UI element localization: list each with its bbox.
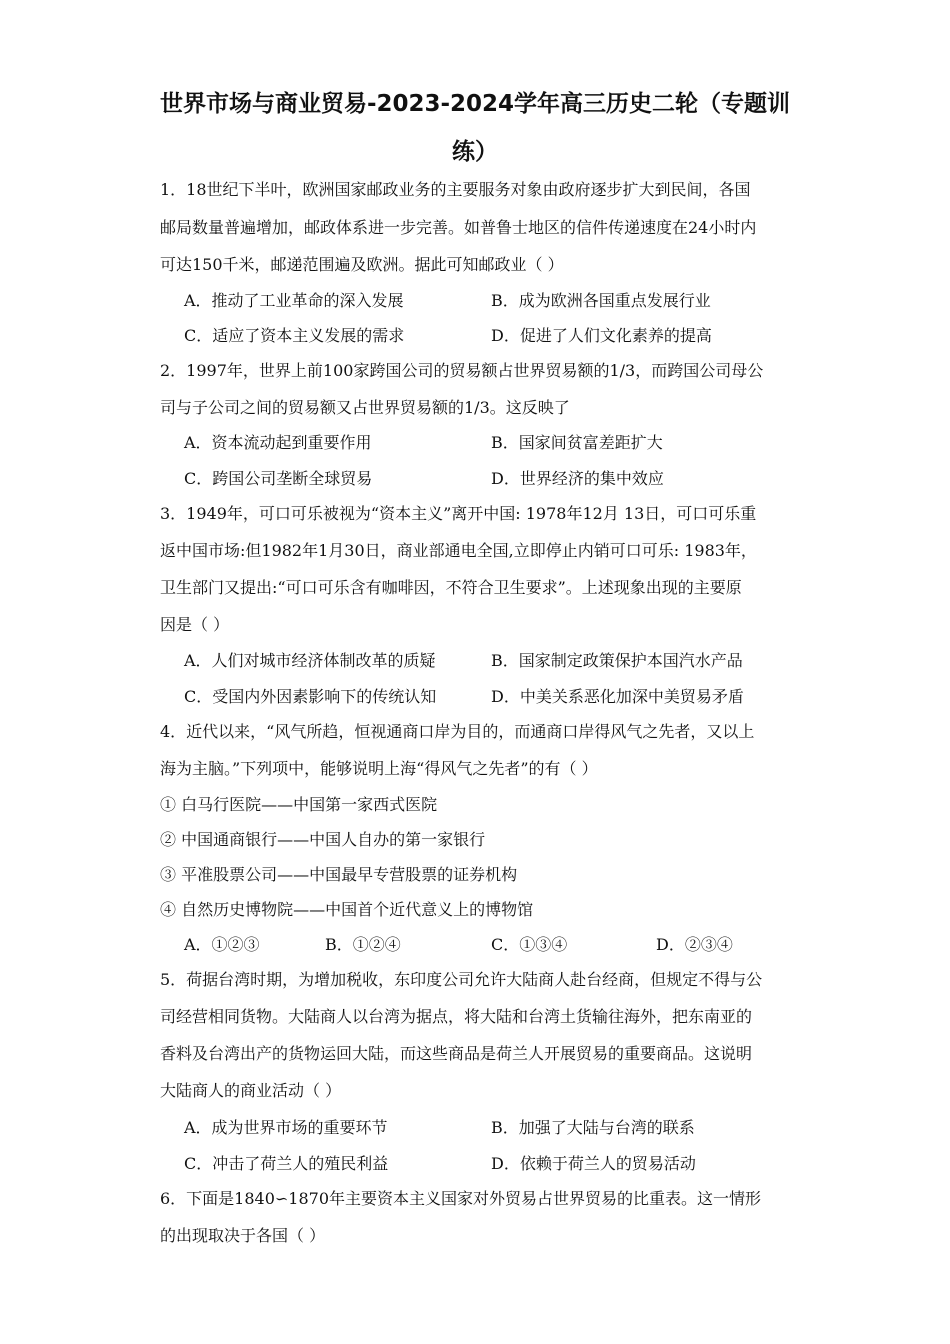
question-2-option-d: D．世界经济的集中效应 bbox=[491, 469, 664, 488]
question-4-option-d: D．②③④ bbox=[656, 935, 733, 954]
question-2-line-1: 2．1997年，世界上前100家跨国公司的贸易额占世界贸易额的1/3，而跨国公司母公 bbox=[160, 361, 764, 380]
question-2-line-2: 司与子公司之间的贸易额又占世界贸易额的1/3。这反映了 bbox=[160, 398, 570, 417]
question-3-option-b: B．国家制定政策保护本国汽水产品 bbox=[491, 651, 743, 670]
question-2-option-c: C．跨国公司垄断全球贸易 bbox=[184, 469, 373, 488]
page-title bbox=[150, 80, 800, 176]
question-5-line-1: 5．荷据台湾时期，为增加税收，东印度公司允许大陆商人赴台经商，但规定不得与公 bbox=[160, 970, 763, 989]
question-5-option-c: C．冲击了荷兰人的殖民利益 bbox=[184, 1154, 389, 1173]
question-3-line-3: 卫生部门又提出:“可口可乐含有咖啡因，不符合卫生要求”。上述现象出现的主要原 bbox=[160, 578, 742, 597]
question-5-option-d: D．依赖于荷兰人的贸易活动 bbox=[491, 1154, 696, 1173]
question-2-option-b: B．国家间贫富差距扩大 bbox=[491, 433, 663, 452]
question-3-option-a: A．人们对城市经济体制改革的质疑 bbox=[184, 651, 436, 670]
question-4-item-4: ④ 自然历史博物院——中国首个近代意义上的博物馆 bbox=[160, 900, 534, 919]
question-4-line-1: 4．近代以来，“风气所趋，恒视通商口岸为目的，而通商口岸得风气之先者，又以上 bbox=[160, 722, 755, 741]
question-4-option-b: B．①②④ bbox=[325, 935, 401, 954]
question-5-line-2: 司经营相同货物。大陆商人以台湾为据点，将大陆和台湾土货输往海外，把东南亚的 bbox=[160, 1007, 753, 1026]
title-line-1: 世界市场与商业贸易-2023-2024学年高三历史二轮（专题训 bbox=[159, 91, 791, 117]
question-5-option-a: A．成为世界市场的重要环节 bbox=[184, 1118, 388, 1137]
question-6-line-2: 的出现取决于各国（ ） bbox=[160, 1226, 326, 1245]
question-4-option-a: A．①②③ bbox=[184, 935, 260, 954]
question-1-line-3: 可达150千米，邮递范围遍及欧洲。据此可知邮政业（ ） bbox=[160, 255, 564, 274]
question-6-line-1: 6．下面是1840∽1870年主要资本主义国家对外贸易占世界贸易的比重表。这一情形 bbox=[160, 1189, 762, 1208]
question-1-line-2: 邮局数量普遍增加，邮政体系进一步完善。如普鲁士地区的信件传递速度在24小时内 bbox=[160, 218, 757, 237]
question-4-option-c: C．①③④ bbox=[491, 935, 568, 954]
question-1-option-c: C．适应了资本主义发展的需求 bbox=[184, 326, 405, 345]
question-3-line-2: 返中国市场:但1982年1月30日，商业部通电全国,立即停止内销可口可乐: 1983年， bbox=[160, 541, 757, 560]
question-3-option-c: C．受国内外因素影响下的传统认知 bbox=[184, 687, 437, 706]
question-1-option-d: D．促进了人们文化素养的提高 bbox=[491, 326, 712, 345]
question-4-item-2: ② 中国通商银行——中国人自办的第一家银行 bbox=[160, 830, 486, 849]
question-1-option-b: B．成为欧洲各国重点发展行业 bbox=[491, 291, 711, 310]
question-5-line-3: 香料及台湾出产的货物运回大陆，而这些商品是荷兰人开展贸易的重要商品。这说明 bbox=[160, 1044, 753, 1063]
question-1-line-1: 1．18世纪下半叶，欧洲国家邮政业务的主要服务对象由政府逐步扩大到民间，各国 bbox=[160, 180, 751, 199]
question-3-option-d: D．中美关系恶化加深中美贸易矛盾 bbox=[491, 687, 744, 706]
question-1-option-a: A．推动了工业革命的深入发展 bbox=[184, 291, 404, 310]
question-4-line-2: 海为主脑。”下列项中，能够说明上海“得风气之先者”的有（ ） bbox=[160, 759, 598, 778]
question-5-line-4: 大陆商人的商业活动（ ） bbox=[160, 1081, 342, 1100]
question-3-line-4: 因是（ ） bbox=[160, 615, 230, 634]
question-3-line-1: 3．1949年，可口可乐被视为“资本主义”离开中国: 1978年12月 13日，可口可乐重 bbox=[160, 504, 757, 523]
question-4-item-1: ① 白马行医院——中国第一家西式医院 bbox=[160, 795, 438, 814]
question-2-option-a: A．资本流动起到重要作用 bbox=[184, 433, 372, 452]
title-line-2: 练） bbox=[452, 139, 498, 165]
question-4-item-3: ③ 平准股票公司——中国最早专营股票的证券机构 bbox=[160, 865, 518, 884]
question-5-option-b: B．加强了大陆与台湾的联系 bbox=[491, 1118, 695, 1137]
